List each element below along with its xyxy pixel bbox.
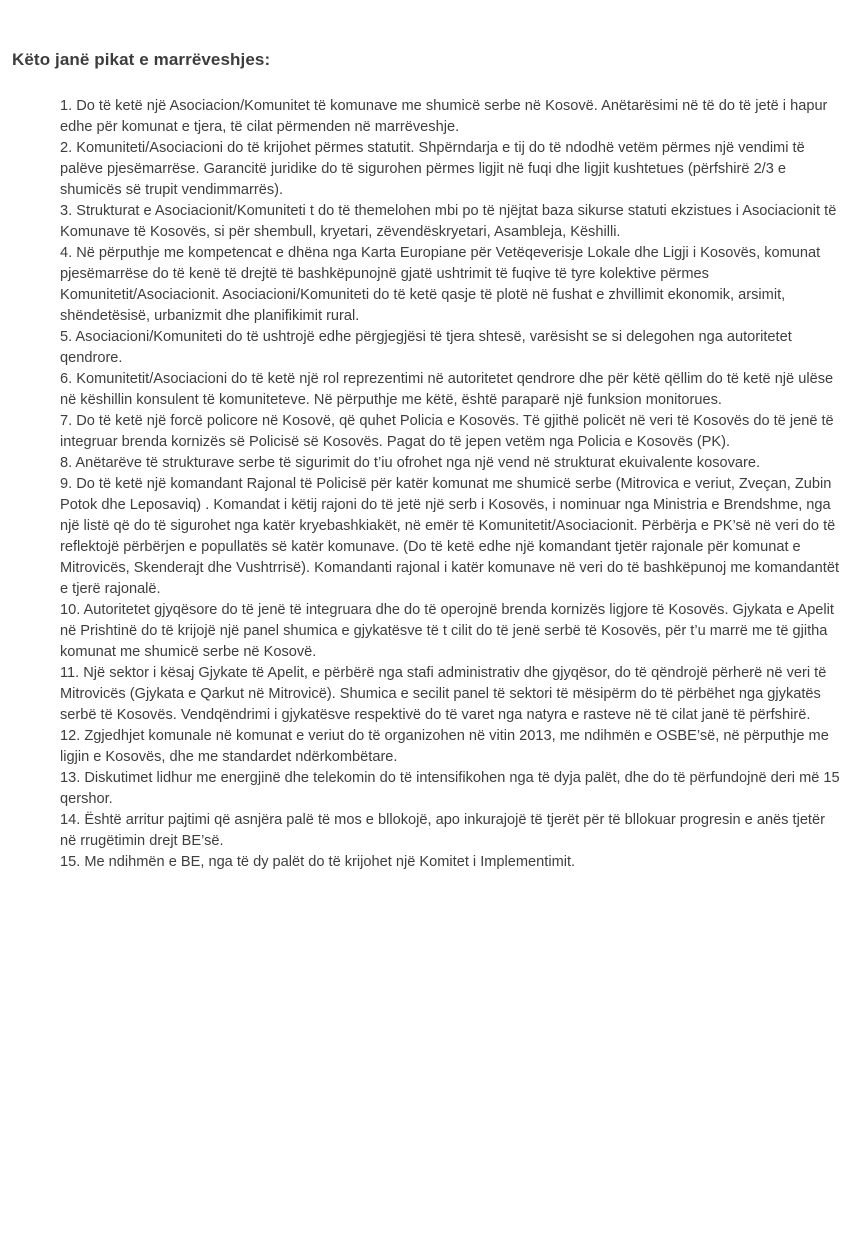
agreement-point: 13. Diskutimet lidhur me energjinë dhe telekomin do të intensifikohen nga të dyja palët, dhe do të përfundojnë deri më 15 qershor. [60, 770, 840, 807]
agreement-point: 8. Anëtarëve të strukturave serbe të sigurimit do t’iu ofrohet nga një vend në strukturat ekuivalente kosovare. [60, 455, 761, 471]
agreement-point: 3. Strukturat e Asociacionit/Komuniteti t do të themelohen mbi po të njëjtat baza sikurse statuti ekzistues i Asociacionit të Komunave të Kosovës, si për shembull, kryetari, zëvendëskryetari, Asambleja, Këshilli. [60, 203, 837, 240]
agreement-point: 6. Komunitetit/Asociacioni do të ketë një rol reprezentimi në autoritetet qendrore dhe për këtë qëllim do të ketë një ulëse në këshillin konsulent të komuniteteve. Në përputhje me këtë, është paraparë një funksion monitorues. [60, 371, 834, 408]
agreement-point: 7. Do të ketë një forcë policore në Kosovë, që quhet Policia e Kosovës. Të gjithë policët në veri të Kosovës do të jenë të integruar brenda kornizës së Policisë së Kosovës. Pagat do të jepen vetëm nga Policia e Kosovës (PK). [60, 413, 834, 450]
agreement-point: 1. Do të ketë një Asociacion/Komunitet të komunave me shumicë serbe në Kosovë. Anëtarësimi në të do të jetë i hapur edhe për komunat e tjera, të cilat përmenden në marrëveshje. [60, 98, 828, 135]
agreement-point: 2. Komuniteti/Asociacioni do të krijohet përmes statutit. Shpërndarja e tij do të ndodhë vetëm përmes një vendimi të palëve pjesëmarrëse. Garancitë juridike do të sigurohen përmes ligjit në fuqi dhe ligjit kushtetues (përfshirë 2/3 e shumicës së trupit vendimmarrës). [60, 140, 805, 198]
agreement-point: 11. Një sektor i kësaj Gjykate të Apelit, e përbërë nga stafi administrativ dhe gjyqësor, do të qëndrojë përherë në veri të Mitrovicës (Gjykata e Qarkut në Mitrovicë). Shumica e secilit panel të sektori të mësipërm do të përbëhet nga gjykatës serbë të Kosovës. Vendqëndrimi i gjykatësve respektivë do të varet nga natyra e rasteve në të cilat janë të përfshirë. [60, 665, 827, 723]
agreement-point: 15. Me ndihmën e BE, nga të dy palët do të krijohet një Komitet i Implementimit. [60, 854, 576, 870]
agreement-point: 5. Asociacioni/Komuniteti do të ushtrojë edhe përgjegjësi të tjera shtesë, varësisht se si delegohen nga autoritetet qendrore. [60, 329, 792, 366]
agreement-points-list [60, 96, 840, 873]
agreement-point: 12. Zgjedhjet komunale në komunat e veriut do të organizohen në vitin 2013, me ndihmën e OSBE’së, në përputhje me ligjin e Kosovës, dhe me standardet ndërkombëtare. [60, 728, 829, 765]
agreement-point: 10. Autoritetet gjyqësore do të jenë të integruara dhe do të operojnë brenda kornizës ligjore të Kosovës. Gjykata e Apelit në Prishtinë do të krijojë një panel shumica e gjykatësve të t cilit do të jenë serbë të Kosovës, për t’u marrë me të gjitha komunat me shumicë serbe në Kosovë. [60, 602, 834, 660]
agreement-point: 9. Do të ketë një komandant Rajonal të Policisë për katër komunat me shumicë serbe (Mitrovica e veriut, Zveçan, Zubin Potok dhe Leposaviq) . Komandat i këtij rajoni do të jetë një serb i Kosovës, i nominuar nga Ministria e Brendshme, nga një listë që do të sigurohet nga katër kryebashkiakët, në emër të Komunitetit/Asociacionit. Përbërja e PK’së në veri do të reflektojë përbërjen e popullatës së katër komunave. (Do të ketë edhe një komandant tjetër rajonale për komunat e Mitrovicës, Skenderajt dhe Vushtrrisë). Komandanti rajonal i katër komunave në veri do të bashkëpunoj me komandantët e tjerë rajonalë. [60, 476, 840, 597]
agreement-point: 4. Në përputhje me kompetencat e dhëna nga Karta Europiane për Vetëqeverisje Lokale dhe Ligji i Kosovës, komunat pjesëmarrëse do të kenë të drejtë të bashkëpunojnë gjatë ushtrimit të fuqive të tyre kolektive përmes Komunitetit/Asociacionit. Asociacioni/Komuniteti do të ketë qasje të plotë në fushat e zhvillimit ekonomik, arsimit, shëndetësisë, urbanizmit dhe planifikimit rural. [60, 245, 821, 324]
agreement-point: 14. Është arritur pajtimi që asnjëra palë të mos e bllokojë, apo inkurajojë të tjerët për të bllokuar progresin e anës tjetër në rrugëtimin drejt BE’së. [60, 812, 825, 849]
document-heading: Këto janë pikat e marrëveshjes: [12, 50, 271, 69]
